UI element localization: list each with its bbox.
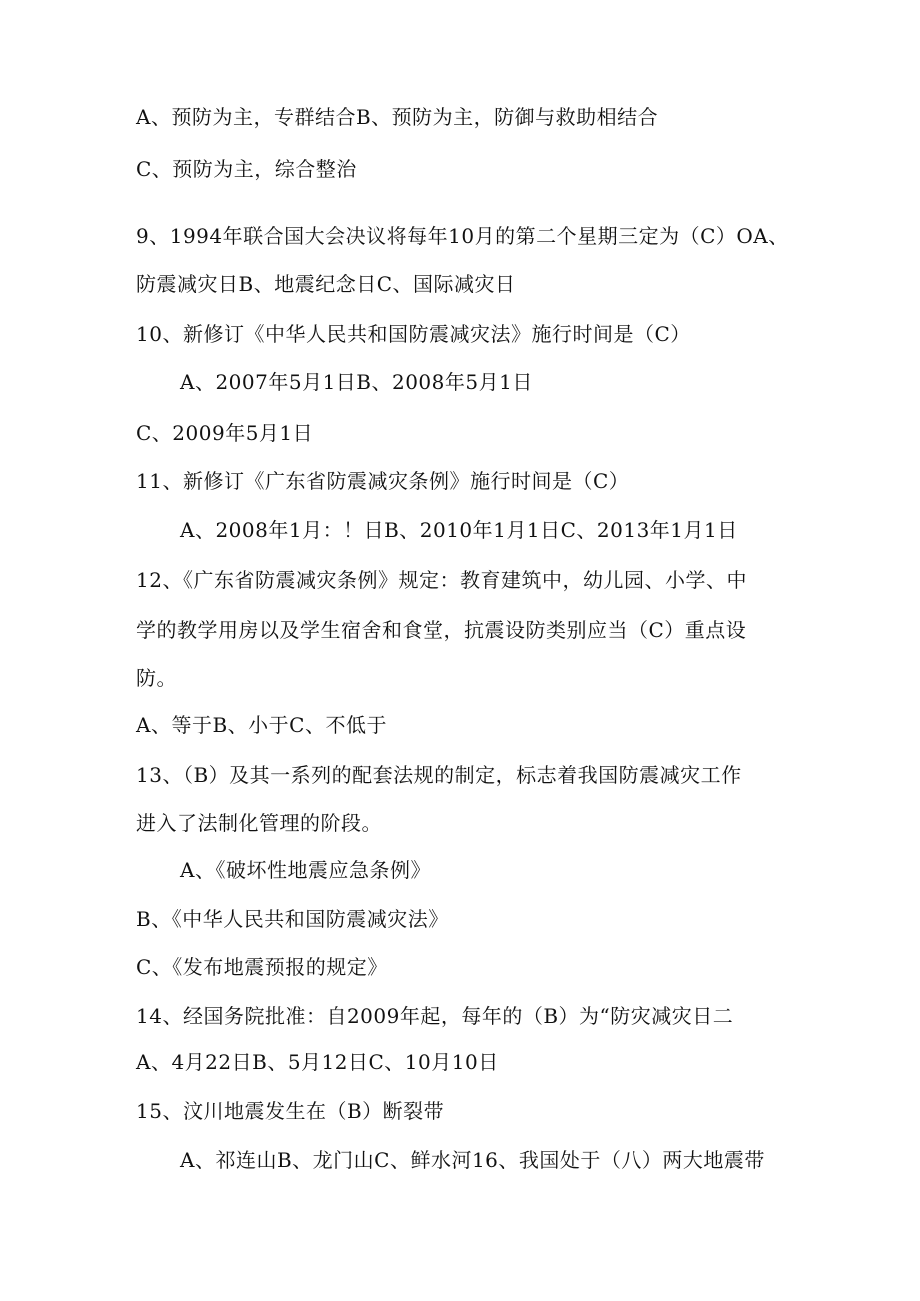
option-line-q14: A、4月22日B、5月12日C、10月10日	[136, 1050, 499, 1074]
question-11: 11、新修订《广东省防震减灾条例》施行时间是（C）	[136, 469, 630, 493]
option-line-q8-c: C、预防为主，综合整治	[136, 157, 357, 181]
question-12-line-3: 防。	[136, 666, 177, 690]
question-15: 15、汶川地震发生在（B）断裂带	[136, 1099, 445, 1123]
option-line-q15: A、祁连山B、龙门山C、鲜水河16、我国处于（八）两大地震带	[180, 1148, 765, 1172]
question-14: 14、经国务院批准：自2009年起，每年的（B）为“防灾减灾日二	[136, 1004, 734, 1028]
question-10: 10、新修订《中华人民共和国防震减灾法》施行时间是（C）	[136, 322, 691, 346]
option-line-q13-b: B、《中华人民共和国防震减灾法》	[136, 907, 449, 931]
question-9-line-2: 防震减灾日B、地震纪念日C、国际减灾日	[136, 272, 516, 296]
question-9-line-1: 9、1994年联合国大会决议将每年10月的第二个星期三定为（C）OA、	[136, 224, 789, 248]
option-line-q11: A、2008年1月：！日B、2010年1月1日C、2013年1月1日	[180, 518, 738, 542]
question-13-line-2: 进入了法制化管理的阶段。	[136, 811, 382, 835]
question-13-line-1: 13、（B）及其一系列的配套法规的制定，标志着我国防震减灾工作	[136, 763, 742, 787]
option-line-q10-c: C、2009年5月1日	[136, 421, 314, 445]
option-line-q12: A、等于B、小于C、不低于	[136, 713, 387, 737]
option-line-q13-a: A、《破坏性地震应急条例》	[180, 858, 431, 882]
option-line-q13-c: C、《发布地震预报的规定》	[136, 955, 388, 979]
option-line-q10-ab: A、2007年5月1日B、2008年5月1日	[180, 370, 533, 394]
question-12-line-1: 12、《广东省防震减灾条例》规定：教育建筑中，幼儿园、小学、中	[136, 568, 747, 592]
option-line-q8-ab: A、预防为主，专群结合B、预防为主，防御与救助相结合	[136, 105, 659, 129]
question-12-line-2: 学的教学用房以及学生宿舍和食堂，抗震设防类别应当（C）重点设	[136, 618, 747, 642]
